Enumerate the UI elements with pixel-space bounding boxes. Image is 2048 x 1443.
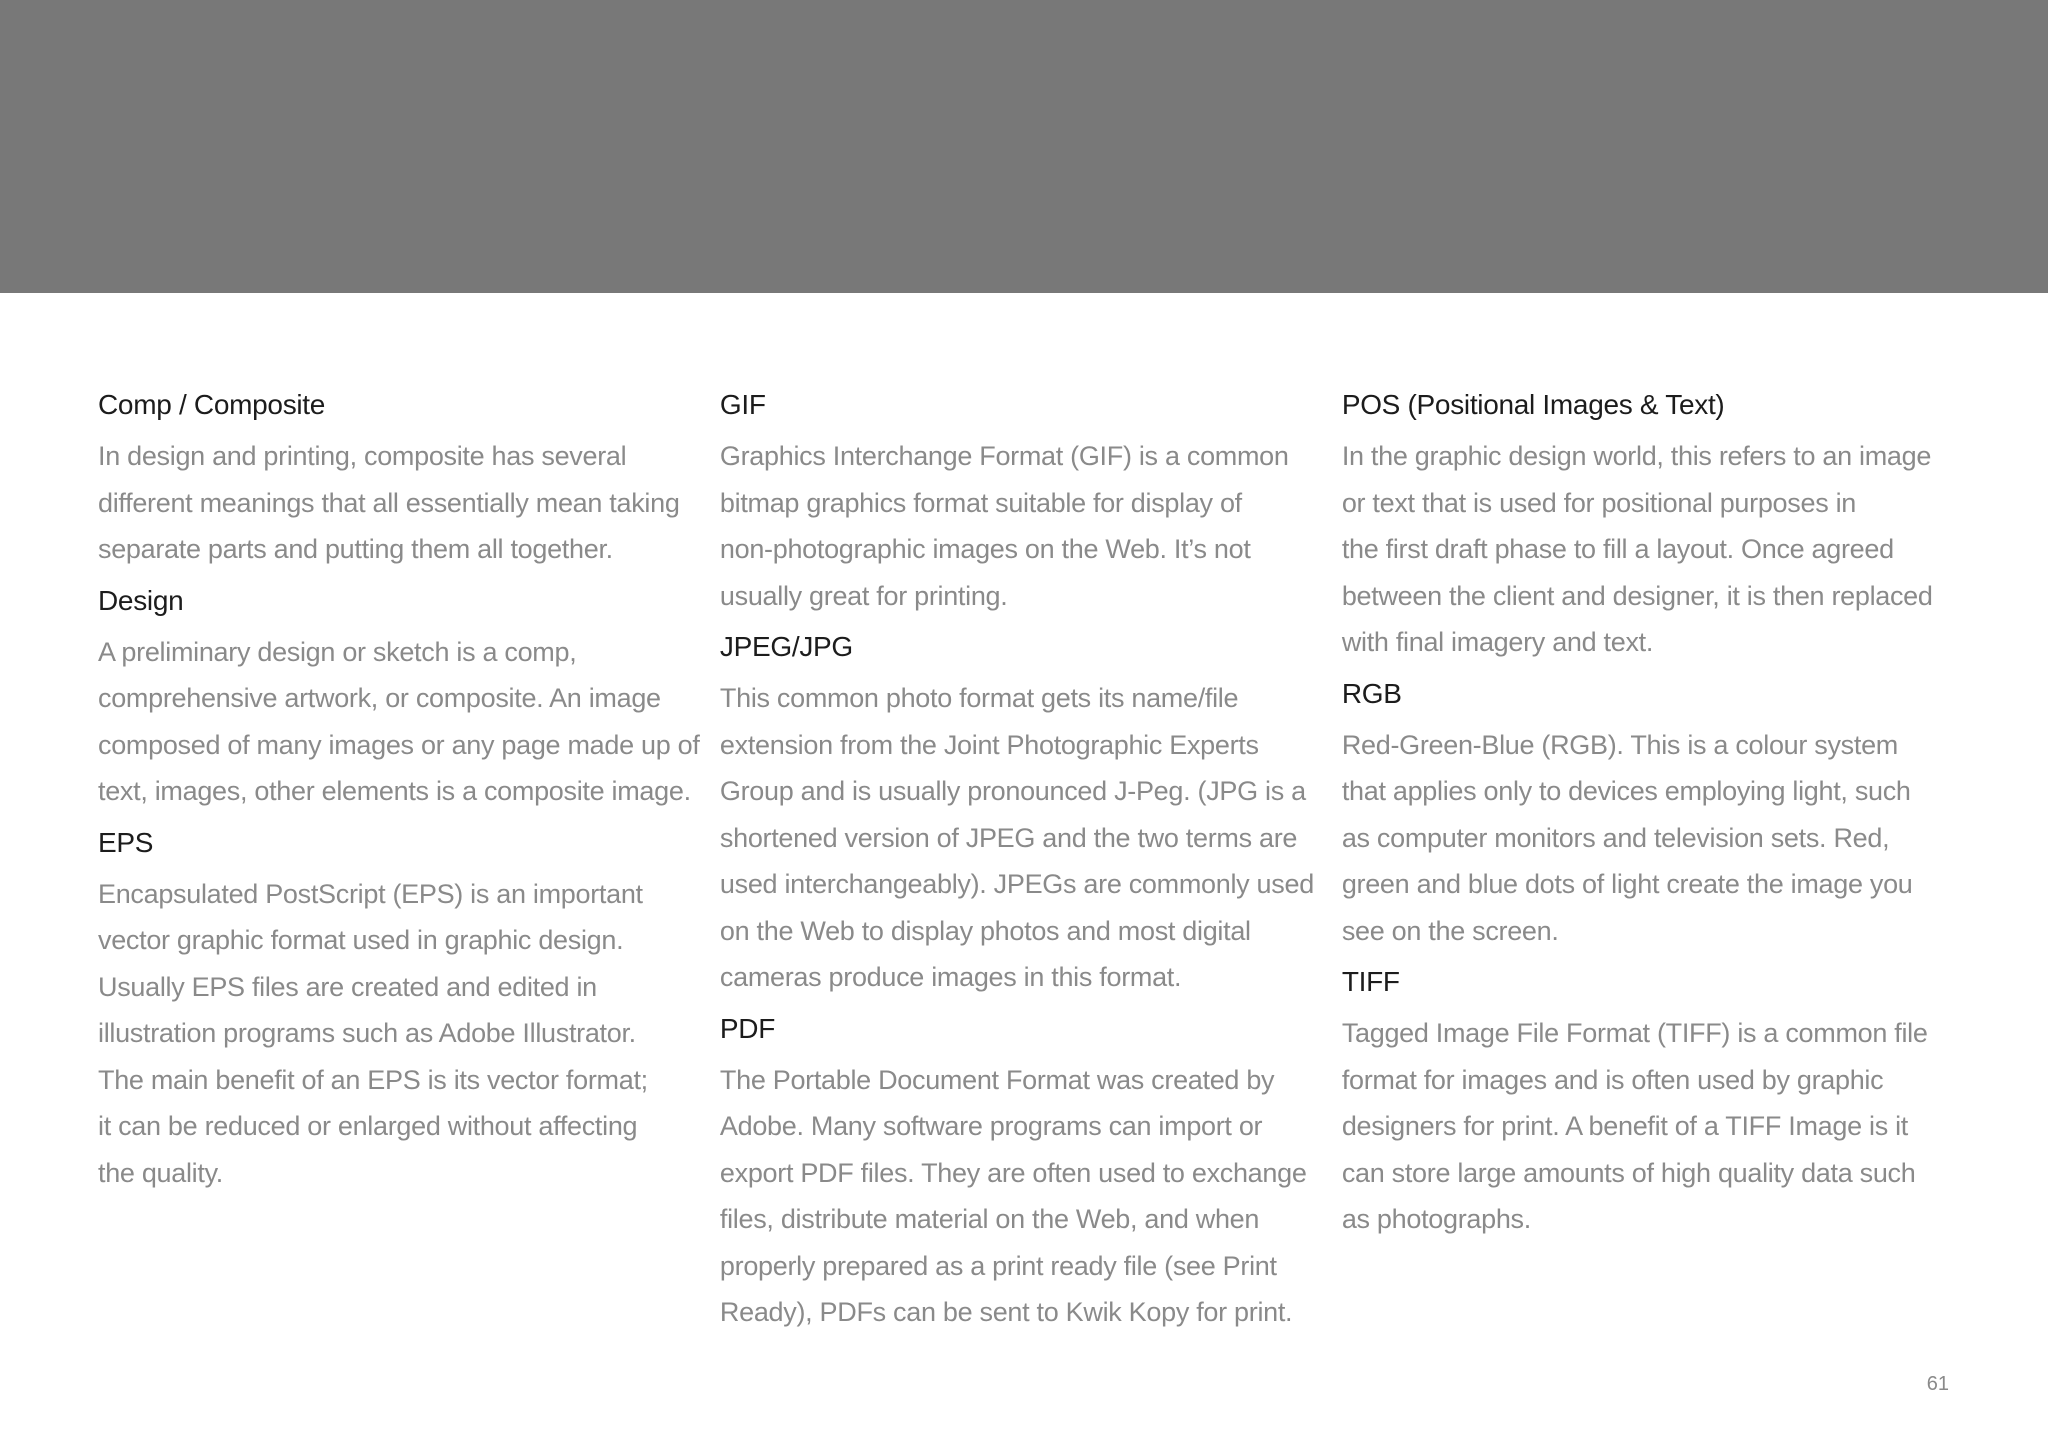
glossary-definition <box>98 871 720 1197</box>
definition-line: In design and printing, composite has several <box>98 441 627 471</box>
glossary-definition <box>1342 433 1950 666</box>
glossary-column-3 <box>1342 383 1950 1342</box>
glossary-definition <box>720 433 1342 619</box>
definition-line: The Portable Document Format was created by <box>719 1064 1275 1095</box>
definition-line: This common photo format gets its name/file <box>719 683 1239 713</box>
glossary-definition <box>98 629 720 815</box>
definition-line: Graphics Interchange Format (GIF) is a common <box>719 441 1289 471</box>
definition-line: green and blue dots of light create the image you <box>1341 869 1913 899</box>
definition-line: non-photographic images on the Web. It’s not <box>719 534 1251 564</box>
definition-line: Usually EPS files are created and edited in <box>98 971 597 1002</box>
definition-line: see on the screen. <box>1341 915 1559 946</box>
glossary-definition <box>98 433 720 573</box>
definition-line: text, images, other elements is a composite image. <box>98 776 691 806</box>
glossary-term: TIFF <box>1341 966 1400 997</box>
glossary-term: Design <box>98 584 184 616</box>
definition-line: A preliminary design or sketch is a comp, <box>98 636 577 667</box>
definition-line: cameras produce images in this format. <box>719 962 1182 992</box>
definition-line: Encapsulated PostScript (EPS) is an important <box>98 878 643 909</box>
definition-line: Ready), PDFs can be sent to Kwik Kopy for print. <box>719 1297 1293 1327</box>
definition-line: Adobe. Many software programs can import or <box>719 1111 1263 1141</box>
glossary-term: JPEG/JPG <box>719 631 853 662</box>
definition-line: designers for print. A benefit of a TIFF Image is it <box>1341 1111 1908 1141</box>
definition-line: used interchangeably). JPEGs are commonly used <box>719 869 1314 899</box>
definition-line: different meanings that all essentially mean taking <box>98 487 680 518</box>
glossary-column-2 <box>720 383 1342 1342</box>
definition-line: as photographs. <box>1341 1204 1531 1234</box>
definition-line: vector graphic format used in graphic design. <box>98 925 624 955</box>
glossary-term: Comp / Composite <box>98 389 326 420</box>
glossary-column-1 <box>98 383 720 1342</box>
glossary-columns <box>98 383 1950 1342</box>
glossary-definition <box>1342 1010 1950 1243</box>
definition-line: Red-Green-Blue (RGB). This is a colour system <box>1341 729 1898 760</box>
glossary-term: GIF <box>719 389 766 420</box>
glossary-term: EPS <box>98 826 154 858</box>
definition-line: as computer monitors and television sets. Red, <box>1341 822 1890 853</box>
definition-line: the quality. <box>98 1157 223 1188</box>
page-number: 61 <box>1926 1373 1949 1395</box>
definition-line: on the Web to display photos and most digital <box>719 915 1251 946</box>
glossary-term: POS (Positional Images & Text) <box>1341 389 1725 420</box>
definition-line: the first draft phase to fill a layout. Once agreed <box>1341 534 1894 564</box>
definition-line: with final imagery and text. <box>1341 627 1654 657</box>
glossary-definition <box>1342 722 1950 955</box>
definition-line: between the client and designer, it is then replaced <box>1341 580 1933 611</box>
definition-line: extension from the Joint Photographic Experts <box>719 729 1259 760</box>
definition-line: In the graphic design world, this refers to an image <box>1341 441 1932 471</box>
definition-line: comprehensive artwork, or composite. An image <box>98 683 661 713</box>
definition-line: illustration programs such as Adobe Illustrator. <box>98 1018 636 1048</box>
definition-line: Group and is usually pronounced J-Peg. (JPG is a <box>719 776 1306 806</box>
glossary-term: PDF <box>719 1012 776 1044</box>
header-band <box>0 0 2048 293</box>
definition-line: can store large amounts of high quality data such <box>1341 1157 1916 1188</box>
definition-line: shortened version of JPEG and the two terms are <box>719 822 1298 853</box>
definition-line: separate parts and putting them all together. <box>98 534 613 564</box>
definition-line: files, distribute material on the Web, and when <box>719 1204 1260 1234</box>
glossary-term: RGB <box>1341 677 1402 709</box>
definition-line: that applies only to devices employing light, such <box>1341 776 1911 806</box>
definition-line: The main benefit of an EPS is its vector format; <box>98 1064 648 1095</box>
definition-line: usually great for printing. <box>719 580 1008 611</box>
definition-line: or text that is used for positional purposes in <box>1341 487 1857 518</box>
glossary-definition <box>720 1057 1342 1336</box>
definition-line: Tagged Image File Format (TIFF) is a common file <box>1341 1018 1928 1048</box>
glossary-definition <box>720 675 1342 1001</box>
definition-line: properly prepared as a print ready file (see Print <box>719 1250 1277 1281</box>
definition-line: format for images and is often used by graphic <box>1341 1064 1884 1095</box>
definition-line: it can be reduced or enlarged without affecting <box>98 1111 638 1141</box>
definition-line: composed of many images or any page made up of <box>98 729 700 760</box>
definition-line: export PDF files. They are often used to exchange <box>719 1157 1307 1188</box>
definition-line: bitmap graphics format suitable for display of <box>719 487 1242 518</box>
